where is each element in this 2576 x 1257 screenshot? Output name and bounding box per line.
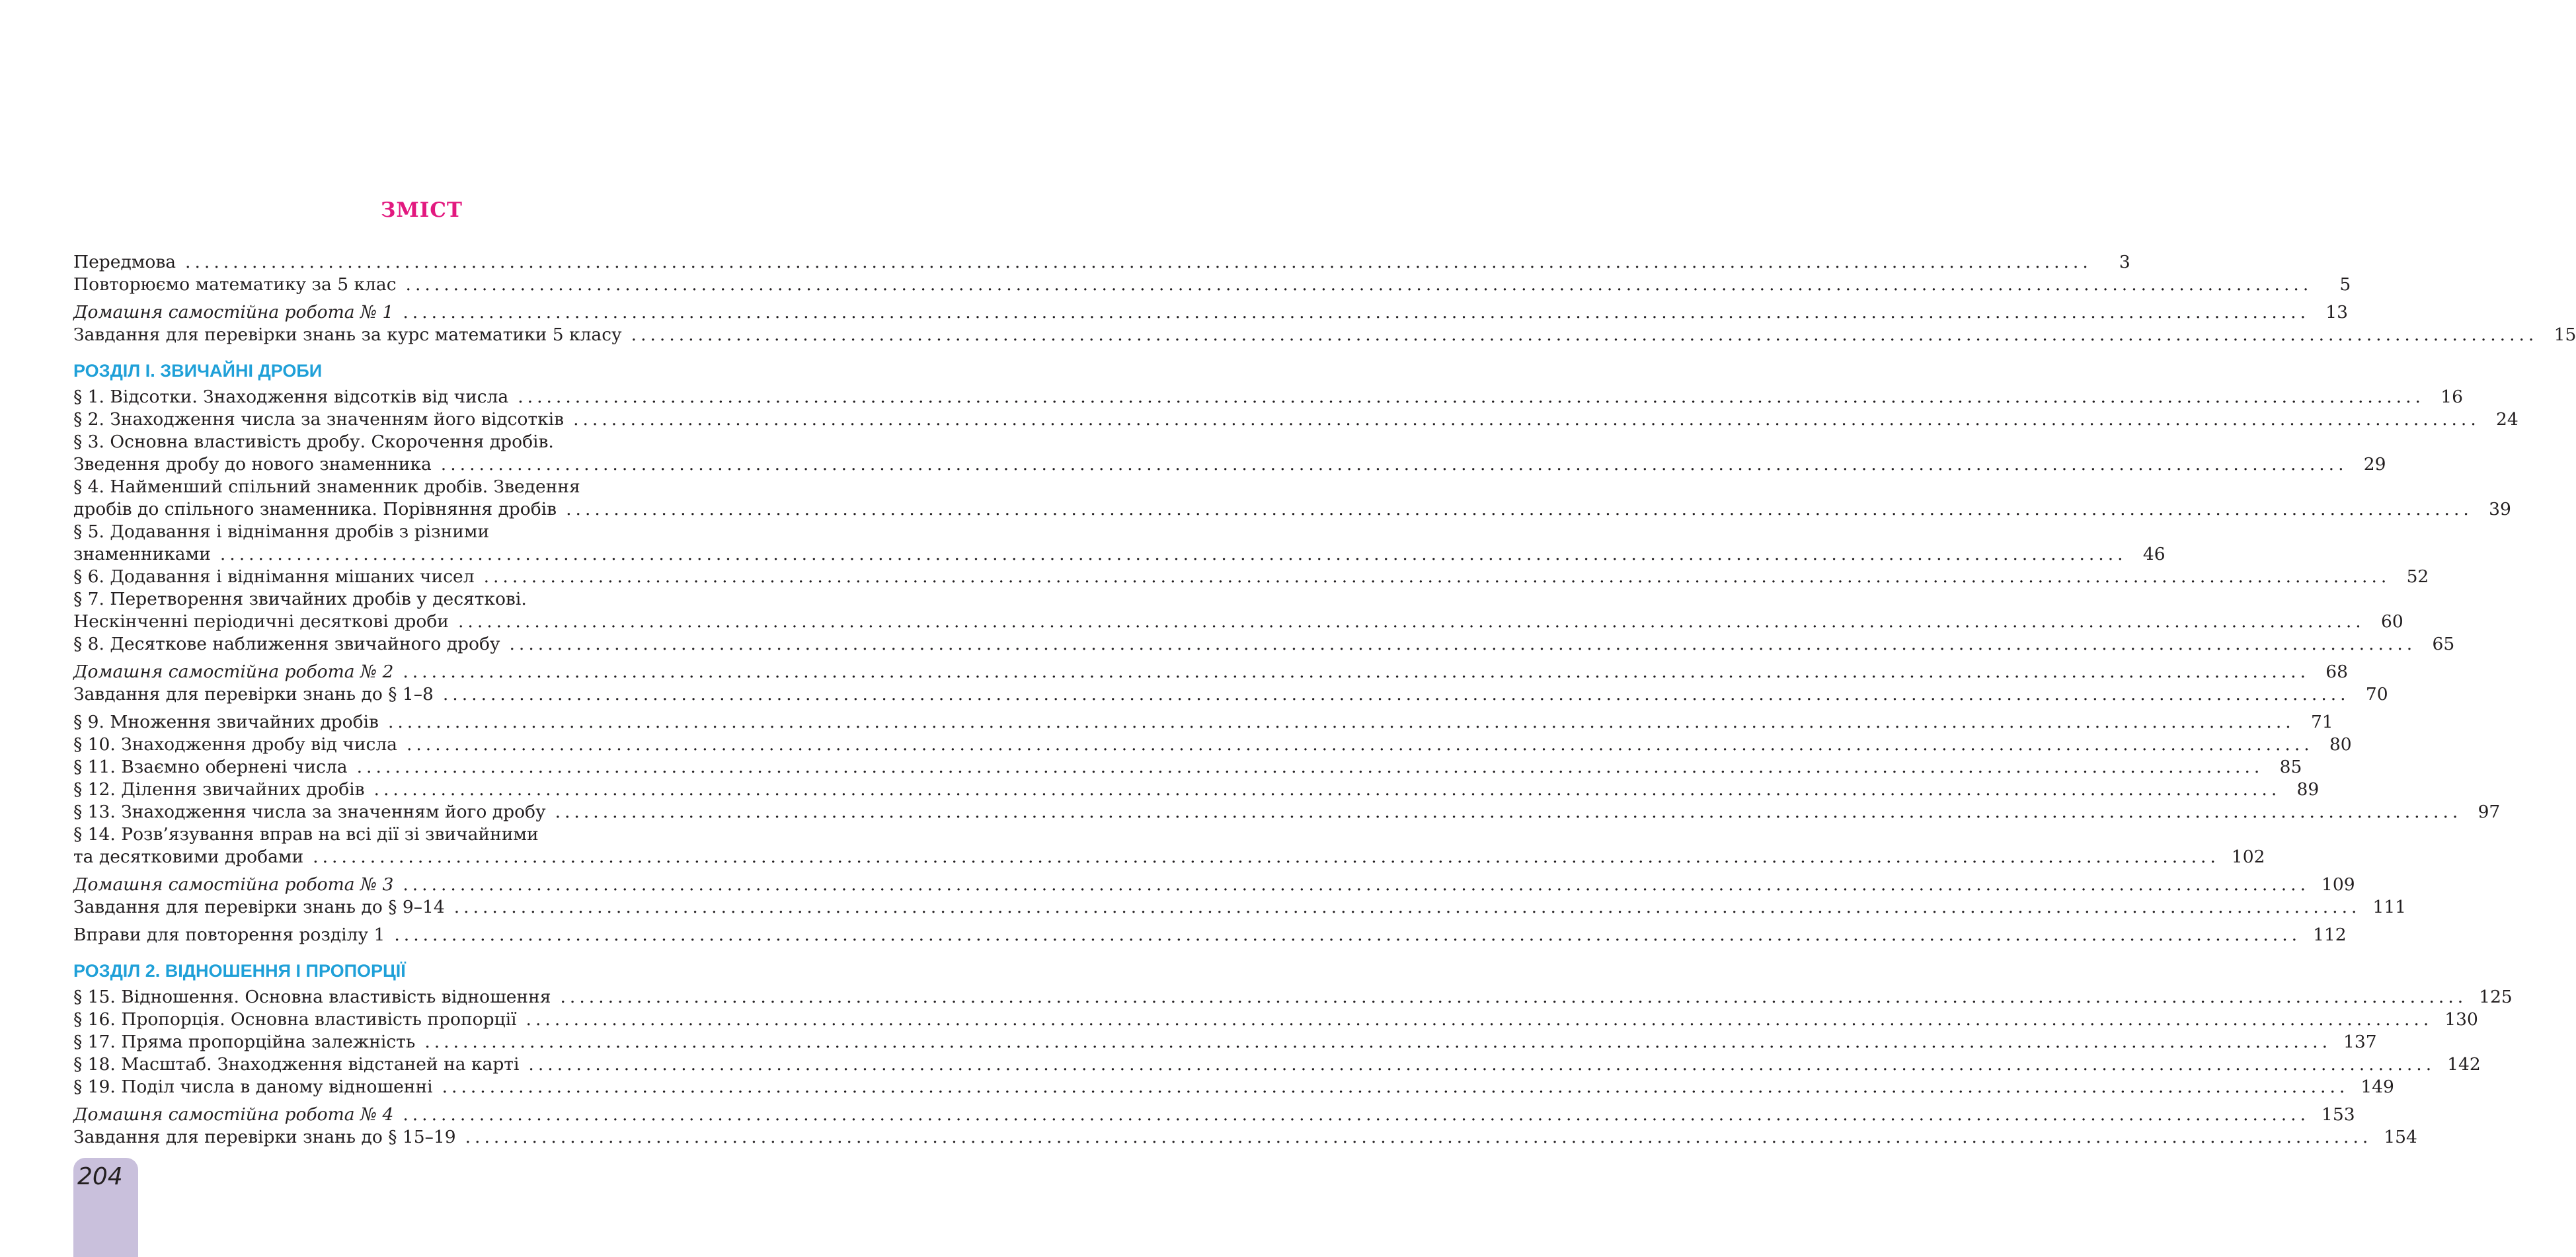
entry-label: дробів до спільного знаменника. Порівняння дробів [73, 499, 557, 519]
dot-leader: ........................................................................................................................................................................................................ [442, 684, 2350, 705]
entry-label: Завдання для перевірки знань до § 9–14 [73, 897, 445, 917]
toc-entry[interactable] [73, 683, 2388, 706]
toc-entry[interactable] [73, 251, 2130, 274]
toc-entry[interactable] [73, 1126, 2417, 1149]
dot-leader: ........................................................................................................................................................................................................ [406, 734, 2314, 755]
dot-leader: ........................................................................................................................................................................................................ [526, 1009, 2433, 1030]
toc-title: ЗМІСТ [381, 198, 463, 222]
toc-entry[interactable] [73, 1009, 2478, 1031]
entry-page: 125 [2479, 987, 2513, 1007]
page-number: 204 [77, 1163, 123, 1190]
entry-label: § 11. Взаємно обернені числа [73, 757, 348, 777]
toc-entry[interactable] [73, 734, 2352, 756]
dot-leader: ........................................................................................................................................................................................................ [424, 1032, 2332, 1052]
entry-label: Вправи для повторення розділу 1 [73, 925, 385, 945]
dot-leader: ........................................................................................................................................................................................................ [631, 324, 2538, 345]
entry-label: § 8. Десяткове наближення звичайного дробу [73, 634, 500, 654]
toc-entry[interactable] [73, 1053, 2481, 1076]
entry-label: Зведення дробу до нового знаменника [73, 454, 432, 475]
entry-page: 154 [2384, 1127, 2417, 1147]
dot-leader: ........................................................................................................................................................................................................ [403, 302, 2310, 323]
toc-entry[interactable] [73, 986, 2513, 1009]
toc-entry[interactable] [73, 924, 2347, 946]
toc-entry-first-line[interactable] [73, 521, 777, 543]
entry-label: § 19. Поділ числа в даному відношенні [73, 1077, 433, 1097]
toc-entry[interactable] [73, 543, 2166, 566]
dot-leader: ........................................................................................................................................................................................................ [394, 925, 2302, 945]
entry-page: 111 [2372, 897, 2407, 917]
toc-entry[interactable] [73, 896, 2407, 919]
dot-leader: ........................................................................................................................................................................................................ [509, 634, 2417, 654]
toc-entry[interactable] [73, 324, 2576, 346]
toc-entry[interactable] [73, 661, 2349, 683]
dot-leader: ........................................................................................................................................................................................................ [373, 779, 2281, 800]
toc-entry-first-line[interactable] [73, 476, 777, 498]
entry-label: Домашня самостійна робота № 1 [73, 302, 394, 323]
entry-page: 3 [2119, 252, 2130, 272]
dot-leader: ........................................................................................................................................................................................................ [219, 544, 2127, 564]
entry-label: § 16. Пропорція. Основна властивість пропорції [73, 1009, 517, 1030]
toc-entry-first-line[interactable] [73, 431, 777, 453]
toc-entry[interactable] [73, 566, 2429, 588]
toc-entry[interactable] [73, 1076, 2394, 1098]
entry-page: 24 [2496, 409, 2518, 430]
entry-label: § 6. Додавання і віднімання мішаних чисел [73, 566, 475, 587]
toc-entry[interactable] [73, 1104, 2355, 1126]
entry-page: 52 [2406, 566, 2429, 587]
dot-leader: ........................................................................................................................................................................................................ [403, 874, 2310, 895]
entry-page: 109 [2322, 874, 2355, 895]
dot-leader: ........................................................................................................................................................................................................ [356, 757, 2264, 777]
entry-page: 65 [2432, 634, 2455, 654]
entry-label: § 15. Відношення. Основна властивість відношення [73, 987, 551, 1007]
toc-entry[interactable] [73, 801, 2501, 823]
entry-label: Завдання для перевірки знань до § 1–8 [73, 684, 434, 705]
dot-leader: ........................................................................................................................................................................................................ [465, 1127, 2372, 1147]
entry-label: Домашня самостійна робота № 3 [73, 874, 394, 895]
entry-page: 16 [2440, 387, 2463, 407]
entry-label: Домашня самостійна робота № 2 [73, 662, 394, 682]
entry-label: § 12. Ділення звичайних дробів [73, 779, 365, 800]
dot-leader: ........................................................................................................................................................................................................ [442, 1077, 2349, 1097]
dot-leader: ........................................................................................................................................................................................................ [313, 847, 2220, 867]
entry-page: 102 [2231, 847, 2265, 867]
dot-leader: ........................................................................................................................................................................................................ [403, 662, 2310, 682]
toc-entry-first-line[interactable] [73, 823, 777, 846]
entry-label: Завдання для перевірки знань за курс математики 5 класу [73, 324, 622, 345]
toc-entry[interactable] [73, 711, 2333, 734]
dot-leader: ........................................................................................................................................................................................................ [566, 499, 2473, 519]
entry-label: § 14. Розв’язування вправ на всі дії зі звичайними [73, 824, 539, 845]
entry-label: § 3. Основна властивість дробу. Скорочення дробів. [73, 432, 554, 452]
entry-page: 85 [2279, 757, 2302, 777]
entry-label: Передмова [73, 252, 176, 272]
dot-leader: ........................................................................................................................................................................................................ [387, 712, 2295, 732]
entry-label: Завдання для перевірки знань до § 15–19 [73, 1127, 456, 1147]
entry-label: Домашня самостійна робота № 4 [73, 1104, 394, 1125]
entry-page: 71 [2310, 712, 2333, 732]
toc-entry[interactable] [73, 611, 2403, 633]
entry-label: Нескінченні періодичні десяткові дроби [73, 611, 449, 632]
entry-label: знаменниками [73, 544, 211, 564]
entry-page: 60 [2380, 611, 2403, 632]
entry-page: 149 [2361, 1077, 2394, 1097]
entry-page: 137 [2343, 1032, 2377, 1052]
entry-page: 80 [2329, 734, 2352, 755]
toc-entry[interactable] [73, 408, 2518, 431]
toc-entry[interactable] [73, 633, 2455, 656]
entry-label: та десятковими дробами [73, 847, 304, 867]
toc-entry[interactable] [73, 779, 2320, 801]
dot-leader: ........................................................................................................................................................................................................ [440, 454, 2348, 475]
entry-page: 29 [2363, 454, 2386, 475]
toc-entry[interactable] [73, 1031, 2377, 1053]
dot-leader: ........................................................................................................................................................................................................ [528, 1054, 2436, 1075]
entry-label: § 17. Пряма пропорційна залежність [73, 1032, 416, 1052]
dot-leader: ........................................................................................................................................................................................................ [555, 802, 2462, 822]
entry-page: 97 [2478, 802, 2501, 822]
toc-entry[interactable] [73, 874, 2355, 896]
entry-label: § 9. Множення звичайних дробів [73, 712, 379, 732]
toc-entry[interactable] [73, 498, 2511, 521]
entry-page: 112 [2313, 925, 2347, 945]
section-heading[interactable]: РОЗДІЛ І. ЗВИЧАЙНІ ДРОБИ [73, 361, 323, 381]
page-number-badge [73, 1158, 138, 1257]
toc-entry[interactable] [73, 386, 2463, 408]
entry-label: § 1. Відсотки. Знаходження відсотків від числа [73, 387, 509, 407]
entry-page: 70 [2365, 684, 2388, 705]
dot-leader: ........................................................................................................................................................................................................ [457, 611, 2365, 632]
entry-label: § 10. Знаходження дробу від числа [73, 734, 397, 755]
entry-page: 39 [2489, 499, 2511, 519]
entry-label: § 2. Знаходження числа за значенням його відсотків [73, 409, 565, 430]
toc-entry[interactable] [73, 274, 2351, 296]
table-of-contents [73, 251, 2576, 1149]
entry-page: 13 [2325, 302, 2349, 323]
entry-label: § 5. Додавання і віднімання дробів з різними [73, 521, 490, 542]
entry-page: 46 [2142, 544, 2166, 564]
toc-entry[interactable] [73, 301, 2349, 324]
entry-page: 142 [2447, 1054, 2481, 1075]
entry-page: 5 [2339, 274, 2351, 295]
dot-leader: ........................................................................................................................................................................................................ [185, 252, 2092, 272]
dot-leader: ........................................................................................................................................................................................................ [453, 897, 2361, 917]
entry-page: 15 [2554, 324, 2576, 345]
dot-leader: ........................................................................................................................................................................................................ [560, 987, 2468, 1007]
section-heading[interactable]: РОЗДІЛ 2. ВІДНОШЕННЯ І ПРОПОРЦІЇ [73, 961, 406, 981]
entry-label: § 4. Найменший спільний знаменник дробів. Зведення [73, 476, 580, 497]
toc-entry[interactable] [73, 756, 2302, 779]
dot-leader: ........................................................................................................................................................................................................ [403, 1104, 2310, 1125]
entry-label: § 7. Перетворення звичайних дробів у десяткові. [73, 589, 527, 609]
dot-leader: ........................................................................................................................................................................................................ [483, 566, 2391, 587]
toc-entry[interactable] [73, 846, 2265, 868]
dot-leader: ........................................................................................................................................................................................................ [573, 409, 2480, 430]
toc-entry-first-line[interactable] [73, 588, 777, 611]
entry-label: § 13. Знаходження числа за значенням його дробу [73, 802, 546, 822]
entry-page: 130 [2444, 1009, 2478, 1030]
entry-page: 89 [2296, 779, 2320, 800]
entry-page: 153 [2322, 1104, 2355, 1125]
entry-label: Повторюємо математику за 5 клас [73, 274, 397, 295]
dot-leader: ........................................................................................................................................................................................................ [405, 274, 2313, 295]
dot-leader: ........................................................................................................................................................................................................ [518, 387, 2425, 407]
entry-label: § 18. Масштаб. Знаходження відстаней на карті [73, 1054, 520, 1075]
entry-page: 68 [2325, 662, 2349, 682]
toc-entry[interactable] [73, 453, 2386, 476]
